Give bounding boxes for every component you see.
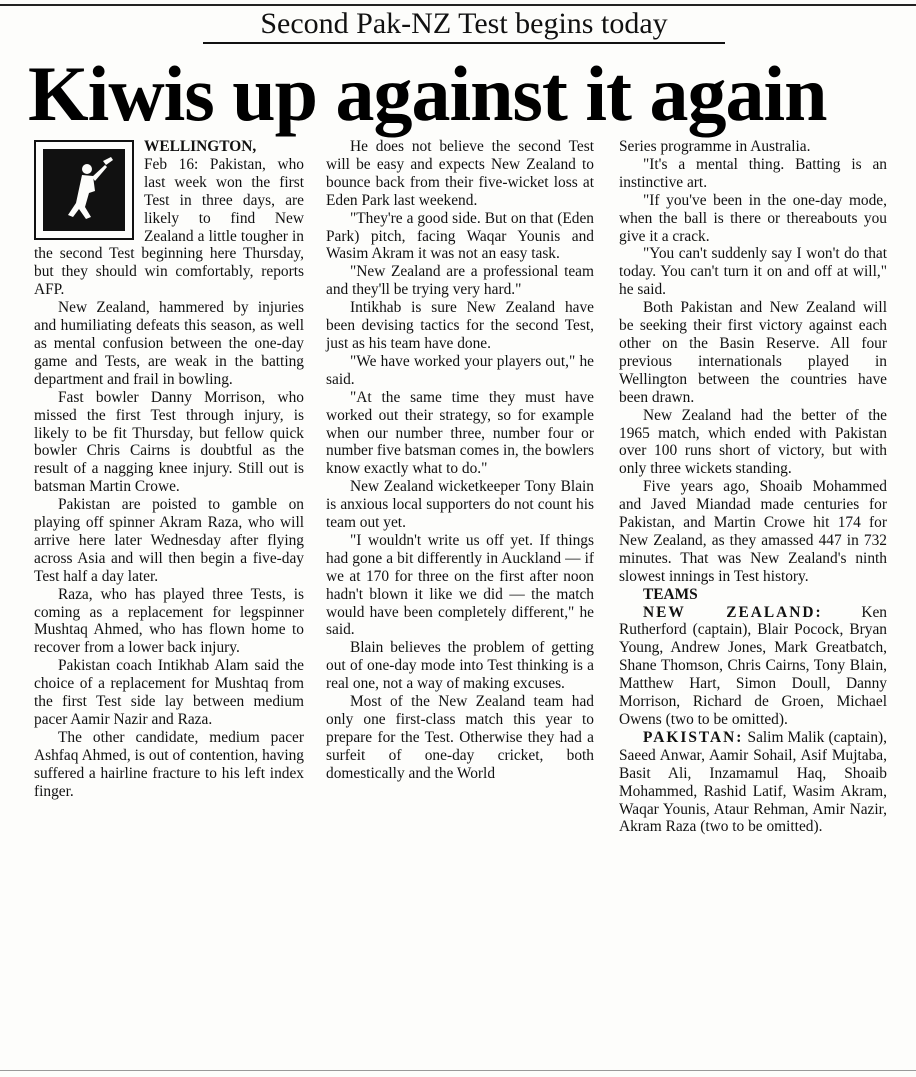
paragraph: Five years ago, Shoaib Mohammed and Javed Miandad made centuries for Pakistan, and Martin Crowe hit 174 for New Zealand, as they amassed 447 in 732 minutes. That was New Zealand's ninth slowest innings in Test history. [619, 478, 887, 585]
paragraph: Intikhab is sure New Zealand have been devising tactics for the second Test, just as his team have done. [326, 299, 594, 352]
paragraph: "You can't suddenly say I won't do that today. You can't turn it on and off at will," he said. [619, 245, 887, 299]
pak-team-names: Salim Malik (captain), Saeed Anwar, Aamir Sohail, Asif Mujtaba, Basit Ali, Inzamamul Haq, Shoaib Mohammed, Rashid Latif, Wasim Akram, Waqar Younis, Ataur Rehman, Amir Nazir, Akram Raza (two to be omitted). [619, 728, 887, 836]
paragraph: Series programme in Australia. [619, 138, 811, 155]
nz-team-label: NEW ZEALAND: [643, 603, 823, 621]
main-headline: Kiwis up against it again [28, 50, 827, 137]
paragraph: Fast bowler Danny Morrison, who missed the first Test through injury, is likely to be fit Thursday, but fellow quick bowler Chris Cairns is doubtful as the result of a nagging knee injury. Still out is batsman Martin Crowe. [34, 388, 304, 496]
column-1 [34, 138, 304, 1063]
paragraph: "At the same time they must have worked out their strategy, so for example when our number three, number four or number five batsman comes in, the bowlers know exactly what to do." [326, 388, 594, 478]
paragraph: "We have worked your players out," he said. [326, 352, 594, 388]
paragraph: "New Zealand are a professional team and they'll be trying very hard." [326, 263, 594, 299]
paragraph: Feb 16: Pakistan, who last week won the first Test in three days, are likely to find New Zealand a little tougher in the second Test beginning here Thursday, but they should win comfortably, reports AFP. [34, 155, 304, 299]
column-3 [619, 138, 887, 1063]
paragraph: Most of the New Zealand team had only one first-class match this year to prepare for the Test. Otherwise they had a surfeit of one-day cricket, both domestically and the World [326, 693, 594, 782]
paragraph: "It's a mental thing. Batting is an instinctive art. [619, 155, 887, 191]
nz-team-list [619, 604, 887, 729]
column-2 [326, 138, 594, 1063]
paragraph: Both Pakistan and New Zealand will be seeking their first victory against each other on the Basin Reserve. All four previous internationals played in Wellington between the countries have been drawn. [619, 299, 887, 406]
dateline: WELLINGTON, [144, 138, 257, 155]
paragraph: Raza, who has played three Tests, is coming as a replacement for legspinner Mushtaq Ahmed, who has flown home to recover from a lower back injury. [34, 585, 304, 657]
teams-heading: TEAMS [643, 585, 698, 603]
paragraph: The other candidate, medium pacer Ashfaq Ahmed, is out of contention, having suffered a hairline fracture to his left index finger. [34, 728, 304, 800]
paragraph: Pakistan are poisted to gamble on playing off spinner Akram Raza, who will arrive here later Wednesday after flying across Asia and will then begin a five-day Test half a day later. [34, 496, 304, 585]
paragraph: New Zealand had the better of the 1965 match, which ended with Pakistan over 100 runs short of victory, but with only three wickets standing. [619, 406, 887, 478]
paragraph: "If you've been in the one-day mode, when the ball is there or thereabouts you give it a crack. [619, 191, 887, 245]
nz-team-names: Ken Rutherford (captain), Blair Pocock, Bryan Young, Andrew Jones, Mark Greatbatch, Shane Thomson, Chris Cairns, Tony Blain, Matthew Hart, Simon Doull, Danny Morrison, Richard de Groen, Michael Owens (two to be omitted). [619, 603, 887, 728]
paragraph: He does not believe the second Test will be easy and expects New Zealand to bounce back from their five-wicket loss at Eden Park last weekend. [326, 138, 594, 209]
paragraph: "They're a good side. But on that (Eden Park) pitch, facing Waqar Younis and Wasim Akram it was not an easy task. [326, 209, 594, 263]
paragraph: New Zealand wicketkeeper Tony Blain is anxious local supporters do not count his team out yet. [326, 478, 594, 532]
kicker-headline: Second Pak-NZ Test begins today [260, 7, 668, 40]
kicker-underline [203, 42, 725, 44]
bottom-rule [0, 1070, 916, 1071]
pak-team-label: PAKISTAN: [643, 728, 744, 746]
paragraph: Blain believes the problem of getting out of one-day mode into Test thinking is a real one, not a way of making excuses. [326, 639, 594, 693]
paragraph: New Zealand, hammered by injuries and humiliating defeats this season, as well as mental confusion between the one-day game and Tests, are weak in the batting department and frail in bowling. [34, 299, 304, 388]
paragraph: "I wouldn't write us off yet. If things had gone a bit differently in Auckland — if we at 170 for three on the first after noon hadn't blown it like we did — the match would have been completely different," he said. [326, 531, 594, 639]
pak-team-list [619, 729, 887, 836]
cricket-batsman-icon [34, 140, 134, 240]
paragraph: Pakistan coach Intikhab Alam said the choice of a replacement for Mushtaq from the first Test side lay between medium pacer Aamir Nazir and Raza. [34, 657, 304, 728]
